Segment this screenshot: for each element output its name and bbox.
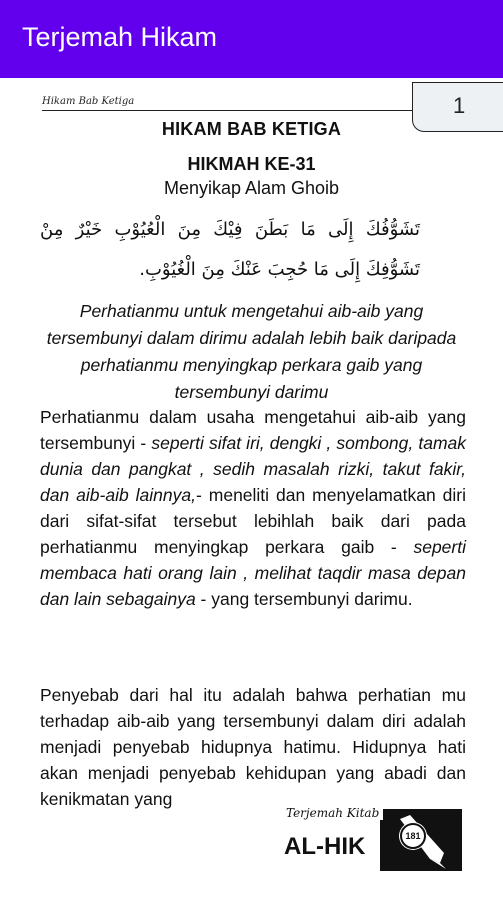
body-paragraph-2: Penyebab dari hal itu adalah bahwa perhatian mu terhadap aib-aib yang tersembunyi dalam diri adalah menjadi penyebab hidupnya hatimu. Hidupnya hati akan menjadi penyebab kehidupan yang abadi dan kenikmatan yang: [40, 685, 466, 809]
arabic-text: تَشَوُّفُكَ إِلَى مَا بَطَنَ فِيْكَ مِنَ الْعُيُوْبِ خَيْرٌ مِنْ تَشَوُّفِكَ إِلَى مَا حُجِبَ عَنْكَ مِنَ الْغُيُوْبِ.: [40, 219, 420, 280]
header-divider: [42, 110, 412, 111]
page-running-header: Hikam Bab Ketiga: [42, 96, 135, 107]
logo-caption: Terjemah Kitab: [286, 806, 383, 820]
logo-badge: 181: [400, 823, 426, 849]
translation-text: Perhatianmu untuk mengetahui aib-aib yang tersembunyi dalam dirimu adalah lebih baik daripada perhatianmu menyingkap perkara gaib yang tersembunyi darimu: [46, 301, 457, 402]
hikmah-subtitle: Menyikap Alam Ghoib: [163, 178, 340, 198]
hikmah-title: HIKMAH KE-31: [187, 154, 316, 174]
logo-wordmark: AL-HIK: [284, 833, 366, 860]
page-number: 1: [453, 93, 466, 118]
chapter-title: HIKAM BAB KETIGA: [161, 119, 342, 139]
app-title: Terjemah Hikam: [22, 22, 218, 52]
p1-italic-d: seperti membaca hati orang lain , melihat taqdir masa depan dan lain sebagainya: [40, 537, 466, 609]
publisher-logo: [282, 806, 462, 874]
p1-text-a: Perhatianmu dalam usaha mengetahui aib-aib yang tersembunyi -: [40, 407, 466, 453]
logo-dark-box: [380, 809, 462, 871]
p1-text-c: - meneliti dan menyelamatkan diri dari sifat-sifat tersebut lebihlah baik dari pada perhatianmu menyingkap perkara gaib -: [40, 485, 466, 557]
p1-italic-b: seperti sifat iri, dengki , sombong, tamak dunia dan pangkat , sedih masalah rizki, takut fakir, dan aib-aib lainnya,: [40, 433, 466, 505]
app-bar: [0, 0, 503, 78]
body-paragraph-1: [40, 404, 466, 612]
p1-text-e: - yang tersembunyi darimu.: [195, 589, 413, 609]
